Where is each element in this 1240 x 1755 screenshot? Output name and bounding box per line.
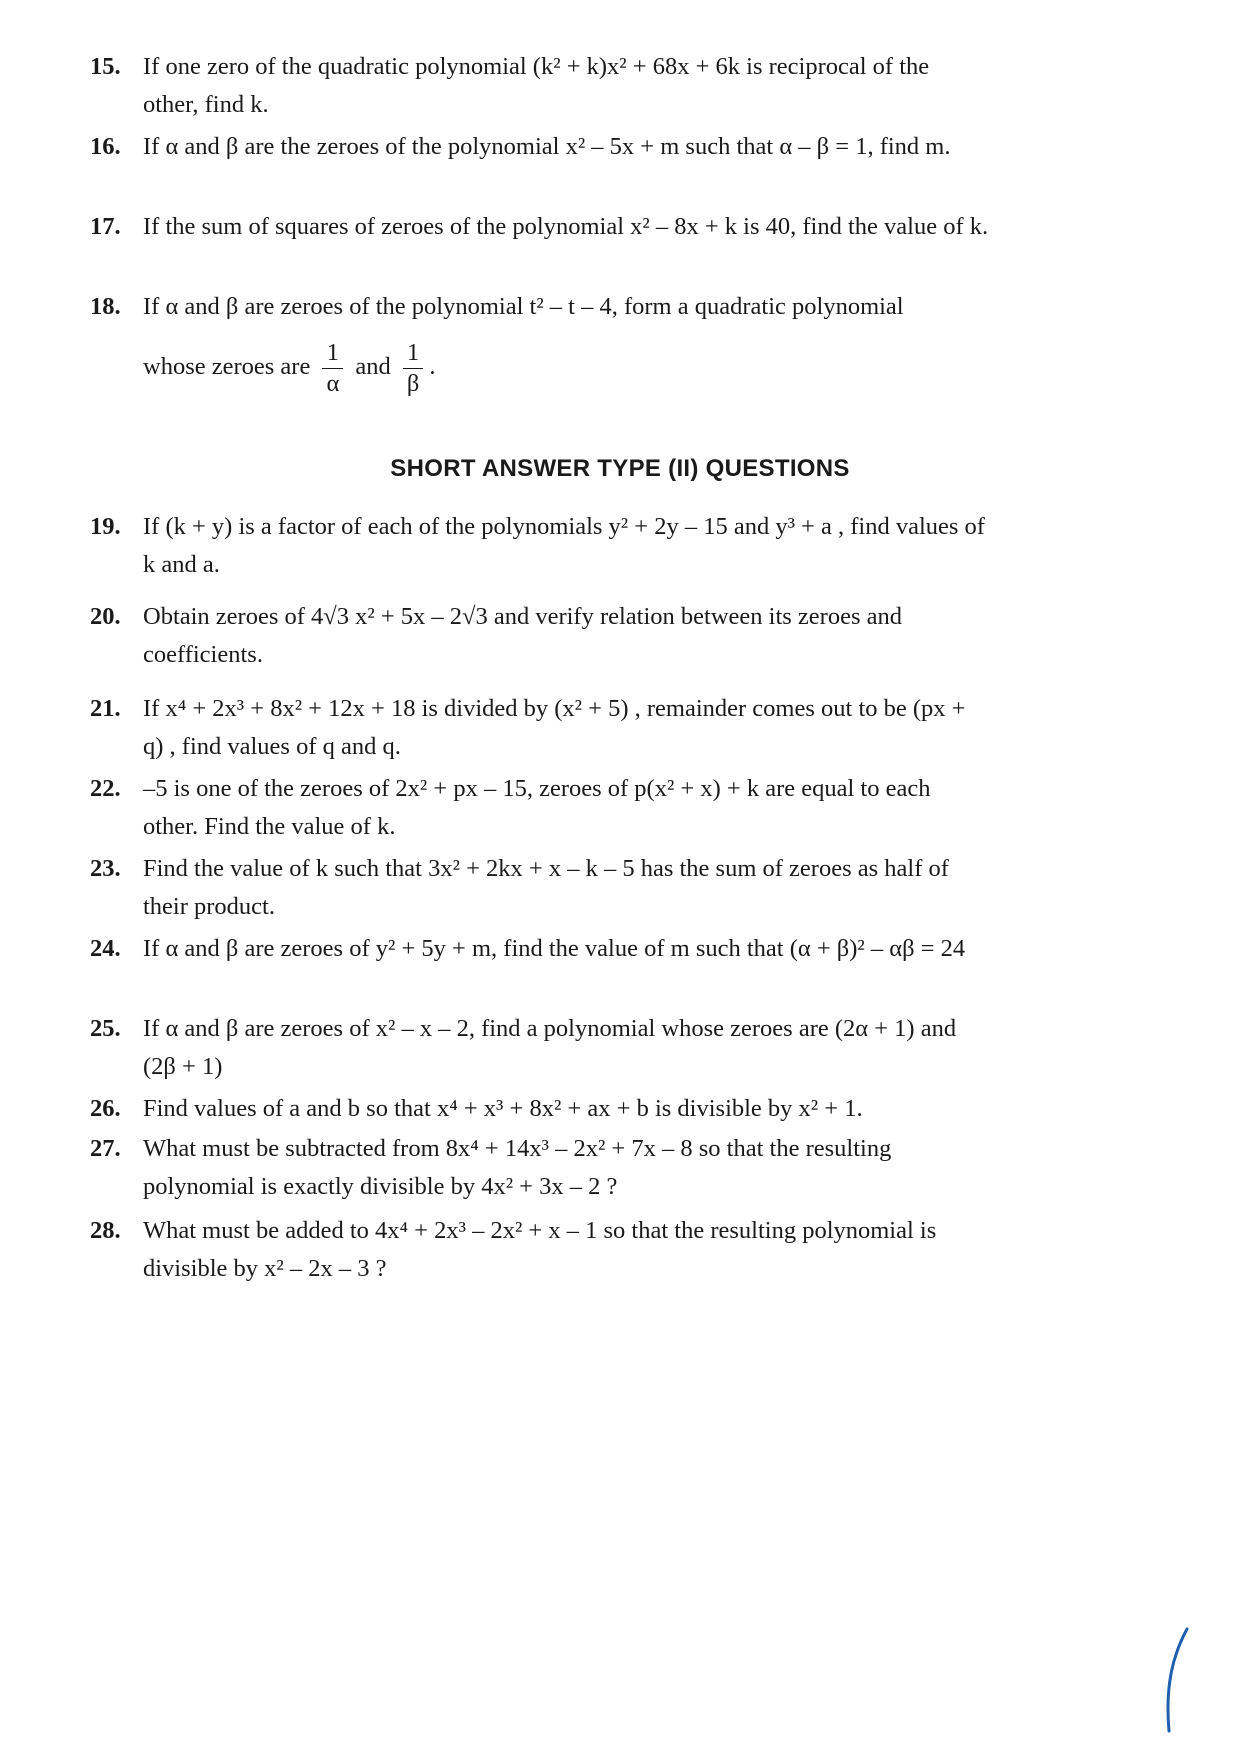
question-27	[90, 1130, 990, 1206]
question-20	[90, 598, 990, 674]
question-text-line1: If α and β are zeroes of the polynomial t² – t – 4, form a quadratic polynomial	[143, 293, 904, 320]
question-text: Obtain zeroes of 4√3 x² + 5x – 2√3 and verify relation between its zeroes and coefficients.	[143, 603, 902, 668]
question-25	[90, 1010, 990, 1086]
question-number: 21.	[90, 695, 121, 722]
fraction-numerator: 1	[403, 338, 423, 369]
fraction-numerator: 1	[322, 338, 343, 369]
question-text: What must be added to 4x⁴ + 2x³ – 2x² + x – 1 so that the resulting polynomial is divisible by x² – 2x – 3 ?	[143, 1217, 937, 1282]
fraction-denominator: β	[406, 370, 420, 397]
question-number: 25.	[90, 1015, 121, 1042]
and-word: and	[355, 353, 391, 381]
question-number: 17.	[90, 213, 121, 240]
question-24	[90, 930, 990, 968]
question-17	[90, 208, 990, 246]
question-text: What must be subtracted from 8x⁴ + 14x³ – 2x² + 7x – 8 so that the resulting polynomial is exactly divisible by 4x² + 3x – 2 ?	[143, 1135, 892, 1200]
question-number: 15.	[90, 53, 121, 80]
question-19	[90, 508, 990, 584]
question-number: 19.	[90, 513, 121, 540]
question-number: 28.	[90, 1217, 121, 1244]
question-number: 27.	[90, 1135, 121, 1162]
question-15	[90, 48, 990, 124]
question-text: If one zero of the quadratic polynomial (k² + k)x² + 68x + 6k is reciprocal of the other, find k.	[143, 53, 930, 118]
question-text: If (k + y) is a factor of each of the polynomials y² + 2y – 15 and y³ + a , find values of k and a.	[143, 513, 985, 578]
fraction-denominator: α	[326, 370, 340, 397]
question-text: –5 is one of the zeroes of 2x² + px – 15, zeroes of p(x² + x) + k are equal to each other. Find the value of k.	[143, 775, 931, 840]
fraction-one-over-alpha	[322, 338, 343, 399]
question-number: 16.	[90, 133, 121, 160]
question-18	[90, 288, 990, 399]
line2-suffix: .	[429, 353, 436, 381]
question-number: 24.	[90, 935, 121, 962]
question-number: 22.	[90, 775, 121, 802]
question-23	[90, 850, 990, 926]
question-number: 20.	[90, 603, 121, 630]
question-text: If α and β are zeroes of y² + 5y + m, find the value of m such that (α + β)² – αβ = 24	[143, 935, 966, 962]
question-28	[90, 1212, 990, 1288]
question-22	[90, 770, 990, 846]
question-21	[90, 690, 990, 766]
question-number: 23.	[90, 855, 121, 882]
question-text: If x⁴ + 2x³ + 8x² + 12x + 18 is divided by (x² + 5) , remainder comes out to be (px + q) , find values of q and q.	[143, 695, 966, 760]
question-26	[90, 1090, 990, 1128]
fraction-one-over-beta	[403, 338, 423, 399]
question-16	[90, 128, 990, 166]
question-text: If α and β are the zeroes of the polynomial x² – 5x + m such that α – β = 1, find m.	[143, 133, 951, 160]
question-text: Find values of a and b so that x⁴ + x³ + 8x² + ax + b is divisible by x² + 1.	[143, 1095, 863, 1122]
section-heading: SHORT ANSWER TYPE (II) QUESTIONS	[390, 455, 850, 482]
question-text: If the sum of squares of zeroes of the polynomial x² – 8x + k is 40, find the value of k.	[143, 213, 989, 240]
question-text-line2	[143, 338, 990, 399]
question-number: 26.	[90, 1095, 121, 1122]
question-text: Find the value of k such that 3x² + 2kx + x – k – 5 has the sum of zeroes as half of their product.	[143, 855, 949, 920]
line2-prefix: whose zeroes are	[143, 353, 311, 381]
question-number: 18.	[90, 293, 121, 320]
question-text: If α and β are zeroes of x² – x – 2, find a polynomial whose zeroes are (2α + 1) and (2β + 1)	[143, 1015, 957, 1080]
pen-mark-icon	[1155, 1625, 1195, 1735]
